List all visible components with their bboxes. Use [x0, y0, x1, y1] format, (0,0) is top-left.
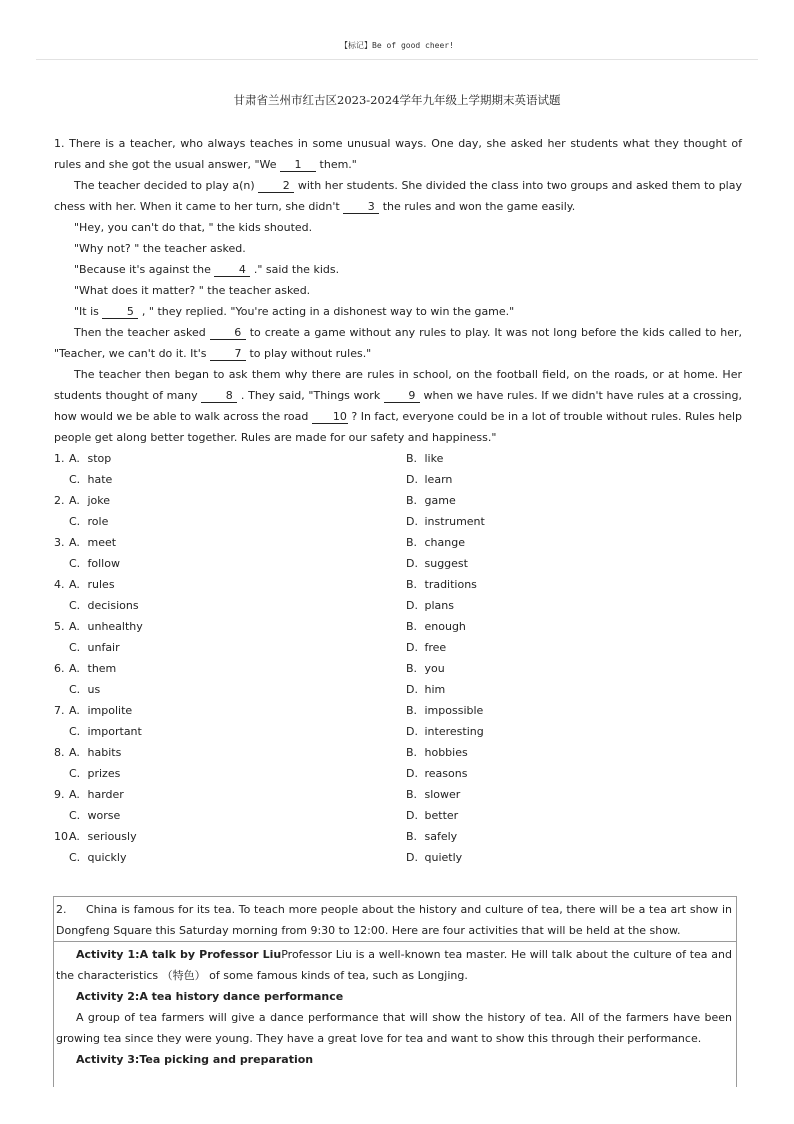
activity-3-title: Activity 3:Tea picking and preparation [76, 1053, 314, 1066]
option-letter: C. [69, 473, 81, 486]
question-2-box [53, 896, 737, 1087]
option-text: game [424, 494, 456, 507]
option-text: reasons [424, 767, 468, 780]
option-d[interactable] [406, 595, 454, 616]
option-a[interactable] [54, 532, 116, 553]
question-number: 10. [54, 830, 72, 843]
option-letter: A. [69, 830, 80, 843]
option-text: joke [87, 494, 111, 507]
option-letter: A. [69, 662, 80, 675]
option-text: like [424, 452, 444, 465]
option-text: harder [87, 788, 124, 801]
option-text: decisions [87, 599, 139, 612]
header-note: 【标记】Be of good cheer! [340, 41, 454, 50]
option-letter: A. [69, 536, 80, 549]
option-text: free [424, 641, 447, 654]
option-d[interactable] [406, 637, 446, 658]
option-a[interactable] [54, 616, 143, 637]
option-row [54, 658, 754, 679]
option-letter: D. [406, 473, 418, 486]
option-text: hate [87, 473, 113, 486]
option-letter: A. [69, 746, 80, 759]
option-text: rules [87, 578, 115, 591]
option-row [54, 784, 754, 805]
option-text: safely [424, 830, 458, 843]
activity-1-text: Professor Liu is a well-known tea master. He will talk about the culture of tea and the characteristics （特色） of some famous kinds of tea, such as Longjing. [56, 948, 732, 982]
option-text: important [87, 725, 142, 738]
option-row [54, 637, 754, 658]
question-2-intro: China is famous for its tea. To teach more people about the history and culture of tea, there will be a tea art show in Dongfeng Square this Saturday morning from 9:30 to 12:00. Here are four activities that will be held at the show. [56, 903, 732, 937]
option-a[interactable] [54, 574, 115, 595]
question-number: 7. [54, 704, 65, 717]
option-row [54, 595, 754, 616]
option-text: interesting [424, 725, 484, 738]
option-text: hobbies [424, 746, 468, 759]
activity-1 [56, 944, 732, 986]
option-c[interactable] [54, 595, 139, 616]
option-a[interactable] [54, 448, 111, 469]
option-letter: B. [406, 788, 418, 801]
passage-paragraph-3: "Hey, you can't do that, " the kids shouted. [74, 221, 313, 234]
activity-2-title: Activity 2:A tea history dance performance [76, 990, 344, 1003]
option-text: suggest [424, 557, 468, 570]
option-d[interactable] [406, 679, 445, 700]
option-letter: C. [69, 851, 81, 864]
option-b[interactable] [406, 490, 456, 511]
question-1-passage [54, 133, 742, 448]
option-d[interactable] [406, 469, 452, 490]
option-text: learn [424, 473, 453, 486]
activity-1-title: Activity 1:A talk by Professor Liu [76, 948, 282, 961]
option-b[interactable] [406, 700, 483, 721]
passage-paragraph-9: The teacher then began to ask them why there are rules in school, on the football field, on the roads, or at home. Her students thought of many 8 . They said, "Things work 9 when we have rules. If we didn't have rules at a crossing, how would we be able to walk across the road 10 ? In fact, everyone could be in a lot of trouble without rules. Rules help people get along better together. Rules are made for our safety and happiness." [54, 368, 743, 444]
option-letter: D. [406, 683, 418, 696]
option-text: stop [87, 452, 112, 465]
question-number: 6. [54, 662, 65, 675]
option-letter: D. [406, 557, 418, 570]
option-row [54, 679, 754, 700]
question-number: 9. [54, 788, 65, 801]
option-text: traditions [424, 578, 477, 591]
option-letter: B. [406, 662, 418, 675]
option-row [54, 448, 754, 469]
option-b[interactable] [406, 532, 465, 553]
option-letter: A. [69, 452, 80, 465]
option-row [54, 553, 754, 574]
option-letter: C. [69, 767, 81, 780]
question-number: 1. [54, 452, 65, 465]
option-text: enough [424, 620, 466, 633]
passage-paragraph-6: "What does it matter? " the teacher asked. [74, 284, 311, 297]
blank-7[interactable]: 7 [210, 347, 246, 361]
option-letter: A. [69, 704, 80, 717]
activity-2-text: A group of tea farmers will give a dance performance that will show the history of tea. All of the farmers have been growing tea since they were young. They have a great love for tea and want to show this through their performance. [56, 1011, 732, 1045]
option-text: follow [87, 557, 120, 570]
option-text: slower [424, 788, 461, 801]
option-text: meet [87, 536, 117, 549]
option-row [54, 847, 754, 868]
option-letter: C. [69, 809, 81, 822]
option-row [54, 511, 754, 532]
passage-paragraph-1: 1. There is a teacher, who always teaches in some unusual ways. One day, she asked her students what they thought of rules and she got the usual answer, "We 1 them." [54, 137, 742, 171]
option-a[interactable] [54, 742, 121, 763]
option-c[interactable] [54, 553, 120, 574]
question-2-number: 2. [56, 903, 67, 916]
question-number: 5. [54, 620, 65, 633]
option-row [54, 700, 754, 721]
option-letter: B. [406, 578, 418, 591]
option-letter: D. [406, 725, 418, 738]
option-c[interactable] [54, 679, 100, 700]
option-letter: C. [69, 557, 81, 570]
option-letter: A. [69, 494, 80, 507]
option-a[interactable] [54, 784, 124, 805]
option-d[interactable] [406, 721, 484, 742]
option-text: him [424, 683, 446, 696]
option-c[interactable] [54, 469, 112, 490]
option-d[interactable] [406, 805, 458, 826]
option-letter: B. [406, 620, 418, 633]
option-letter: D. [406, 809, 418, 822]
answer-options [54, 448, 754, 868]
option-text: quickly [87, 851, 127, 864]
option-letter: B. [406, 494, 418, 507]
blank-6[interactable]: 6 [210, 326, 246, 340]
blank-8[interactable]: 8 [201, 389, 237, 403]
option-c[interactable] [54, 511, 108, 532]
option-text: unfair [87, 641, 120, 654]
option-text: change [424, 536, 465, 549]
option-letter: C. [69, 725, 81, 738]
option-text: them [87, 662, 117, 675]
passage-paragraph-5: "Because it's against the 4 ." said the kids. [74, 263, 340, 276]
option-text: unhealthy [87, 620, 143, 633]
option-row [54, 574, 754, 595]
option-letter: B. [406, 830, 418, 843]
option-b[interactable] [406, 574, 477, 595]
question-number: 3. [54, 536, 65, 549]
option-text: quietly [424, 851, 463, 864]
option-text: prizes [87, 767, 121, 780]
passage-paragraph-8: Then the teacher asked 6 to create a game without any rules to play. It was not long before the kids called to her, "Teacher, we can't do it. It's 7 to play without rules." [54, 326, 742, 360]
option-row [54, 721, 754, 742]
option-letter: C. [69, 683, 81, 696]
blank-10[interactable]: 10 [312, 410, 348, 424]
option-a[interactable] [54, 826, 137, 847]
option-text: better [424, 809, 459, 822]
header-divider [36, 59, 758, 60]
option-row [54, 469, 754, 490]
option-text: impolite [87, 704, 133, 717]
option-b[interactable] [406, 658, 445, 679]
option-letter: D. [406, 515, 418, 528]
option-c[interactable] [54, 805, 120, 826]
option-a[interactable] [54, 700, 132, 721]
option-letter: D. [406, 767, 418, 780]
option-c[interactable] [54, 637, 120, 658]
option-letter: B. [406, 452, 418, 465]
blank-2[interactable]: 2 [258, 179, 294, 193]
option-text: worse [87, 809, 121, 822]
option-row [54, 532, 754, 553]
page-title: 甘肃省兰州市红古区2023-2024学年九年级上学期期末英语试题 [233, 93, 561, 107]
option-d[interactable] [406, 511, 485, 532]
option-text: impossible [424, 704, 484, 717]
option-d[interactable] [406, 763, 467, 784]
option-d[interactable] [406, 553, 468, 574]
option-letter: B. [406, 536, 418, 549]
option-text: habits [87, 746, 122, 759]
passage-paragraph-4: "Why not? " the teacher asked. [74, 242, 246, 255]
blank-3[interactable]: 3 [343, 200, 379, 214]
option-a[interactable] [54, 490, 110, 511]
option-letter: B. [406, 704, 418, 717]
option-c[interactable] [54, 721, 142, 742]
option-text: plans [424, 599, 454, 612]
option-letter: C. [69, 641, 81, 654]
question-2-activities [54, 942, 736, 1070]
blank-9[interactable]: 9 [384, 389, 420, 403]
question-2-intro-row [54, 897, 736, 942]
option-a[interactable] [54, 658, 116, 679]
option-d[interactable] [406, 847, 462, 868]
question-number: 2. [54, 494, 65, 507]
option-letter: D. [406, 641, 418, 654]
passage-paragraph-2: The teacher decided to play a(n) 2 with her students. She divided the class into two groups and asked them to play chess with her. When it came to her turn, she didn't 3 the rules and won the game easily. [54, 179, 742, 213]
option-text: instrument [424, 515, 485, 528]
option-letter: C. [69, 599, 81, 612]
question-number: 8. [54, 746, 65, 759]
option-row [54, 805, 754, 826]
option-letter: A. [69, 788, 80, 801]
option-letter: D. [406, 599, 418, 612]
option-b[interactable] [406, 826, 457, 847]
option-b[interactable] [406, 616, 466, 637]
option-b[interactable] [406, 784, 460, 805]
option-text: you [424, 662, 445, 675]
blank-4[interactable]: 4 [214, 263, 250, 277]
option-row [54, 763, 754, 784]
option-text: seriously [87, 830, 137, 843]
option-row [54, 490, 754, 511]
option-c[interactable] [54, 763, 120, 784]
option-letter: C. [69, 515, 81, 528]
option-text: role [87, 515, 109, 528]
option-text: us [87, 683, 101, 696]
option-letter: A. [69, 578, 80, 591]
option-letter: A. [69, 620, 80, 633]
passage-paragraph-7: "It is 5 , " they replied. "You're acting in a dishonest way to win the game." [74, 305, 515, 318]
blank-5[interactable]: 5 [102, 305, 138, 319]
question-number: 4. [54, 578, 65, 591]
option-b[interactable] [406, 448, 443, 469]
option-b[interactable] [406, 742, 468, 763]
option-row [54, 826, 754, 847]
option-row [54, 742, 754, 763]
option-letter: B. [406, 746, 418, 759]
blank-1[interactable]: 1 [280, 158, 316, 172]
option-row [54, 616, 754, 637]
option-c[interactable] [54, 847, 127, 868]
option-letter: D. [406, 851, 418, 864]
